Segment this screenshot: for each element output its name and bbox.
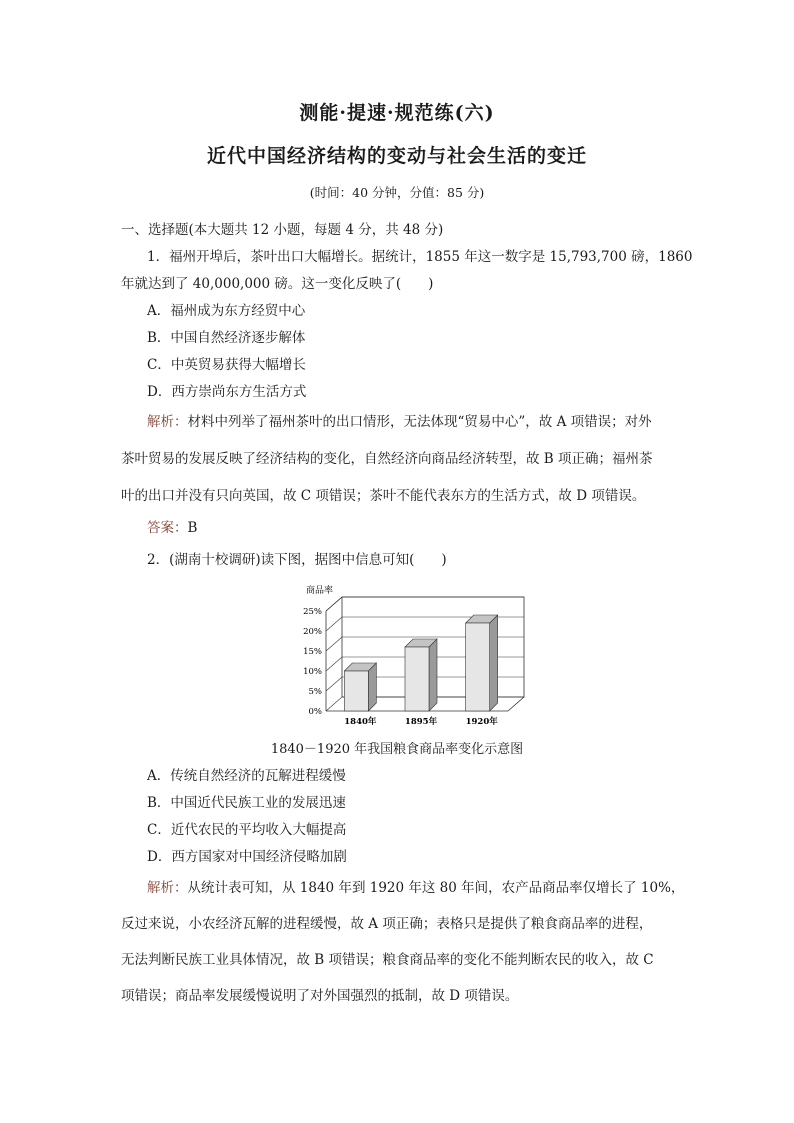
chart-bar-side-1	[429, 639, 437, 711]
chart-y-tick-label-4: 20%	[303, 627, 322, 637]
q2-analysis-line-4: 项错误；商品率发展缓慢说明了对外国强烈的抵制，故 D 项错误。	[121, 988, 519, 1004]
q2-stem: 2．(湖南十校调研)读下图，据图中信息可知( )	[147, 552, 447, 568]
q1-analysis-line-3: 叶的出口并没有只向英国，故 C 项错误；茶叶不能代表东方的生活方式，故 D 项错误。	[121, 488, 646, 504]
chart-y-axis-label: 商品率	[306, 586, 334, 596]
chart-x-tick-label-0: 1840年	[344, 717, 377, 727]
q1-answer	[147, 516, 197, 536]
worksheet-title: 测能·提速·规范练(六)	[299, 102, 495, 124]
q1-option-d: D．西方崇尚东方生活方式	[147, 384, 307, 400]
grain-commodity-rate-chart	[286, 580, 536, 730]
chart-right-floor-edge	[508, 697, 524, 711]
worksheet-topic-title: 近代中国经济结构的变动与社会生活的变迁	[206, 145, 587, 167]
q2-option-d: D．西方国家对中国经济侵略加剧	[147, 849, 347, 865]
chart-y-tick-label-5: 25%	[303, 607, 322, 617]
q2-analysis-line-2: 反过来说，小农经济瓦解的进程缓慢，故 A 项正确；表格只是提供了粮食商品率的进程，	[121, 916, 653, 932]
q2-analysis-line-3: 无法判断民族工业具体情况，故 B 项错误；粮食商品率的变化不能判断农民的收入，故 C	[121, 952, 654, 968]
q1-analysis-text-1: 材料中列举了福州茶叶的出口情形，无法体现“贸易中心”，故 A 项错误；对外	[187, 414, 652, 430]
q1-option-b: B．中国自然经济逐步解体	[147, 330, 306, 346]
q1-option-a: A．福州成为东方经贸中心	[147, 303, 306, 319]
chart-x-ticks	[344, 716, 498, 727]
chart-y-ticks	[303, 607, 322, 717]
q2-option-a: A．传统自然经济的瓦解进程缓慢	[147, 768, 346, 784]
q1-stem-line-2: 年就达到了 40,000,000 磅。这一变化反映了( )	[121, 276, 434, 292]
chart-x-tick-label-1: 1895年	[404, 717, 438, 727]
q1-option-c: C．中英贸易获得大幅增长	[147, 357, 306, 373]
chart-bar-front-1	[405, 647, 429, 711]
chart-bar-2	[466, 615, 498, 711]
q1-analysis-line-2: 茶叶贸易的发展反映了经济结构的变化，自然经济向商品经济转型，故 B 项正确；福州茶	[121, 451, 653, 467]
q2-analysis-text-1: 从统计表可知，从 1840 年到 1920 年这 80 年间，农产品商品率仅增长了 10%，	[187, 880, 685, 896]
chart-bar-0	[344, 663, 376, 711]
chart-bar-1	[405, 639, 437, 711]
chart-bars	[344, 615, 497, 711]
q1-stem-line-1: 1．福州开埠后，茶叶出口大幅增长。据统计，1855 年这一数字是 15,793,700 磅，1860	[147, 249, 693, 265]
chart-x-tick-label-2: 1920年	[465, 717, 498, 727]
chart-bar-front-0	[344, 671, 368, 711]
section-heading: 一、选择题(本大题共 12 小题，每题 4 分，共 48 分)	[121, 222, 444, 238]
chart-caption: 1840－1920 年我国粮食商品率变化示意图	[270, 742, 524, 757]
q2-analysis-line-1	[147, 876, 684, 896]
q2-option-c: C．近代农民的平均收入大幅提高	[147, 822, 347, 838]
chart-y-tick-label-1: 5%	[308, 687, 322, 697]
q1-analysis-label: 解析：	[147, 414, 188, 430]
q2-option-b: B．中国近代民族工业的发展迅速	[147, 795, 346, 811]
chart-y-tick-label-2: 10%	[303, 667, 322, 677]
q1-analysis-line-1	[147, 410, 652, 430]
chart-bar-front-2	[466, 623, 490, 711]
q2-analysis-label: 解析：	[147, 880, 188, 896]
q1-answer-value: B	[187, 520, 198, 536]
chart-bar-side-2	[490, 615, 498, 711]
chart-y-tick-label-3: 15%	[303, 647, 322, 657]
chart-y-tick-label-0: 0%	[308, 707, 322, 717]
chart-gridline-5	[326, 597, 524, 611]
time-and-score-info: (时间：40 分钟，分值：85 分)	[309, 185, 485, 200]
q1-answer-label: 答案：	[147, 520, 188, 536]
